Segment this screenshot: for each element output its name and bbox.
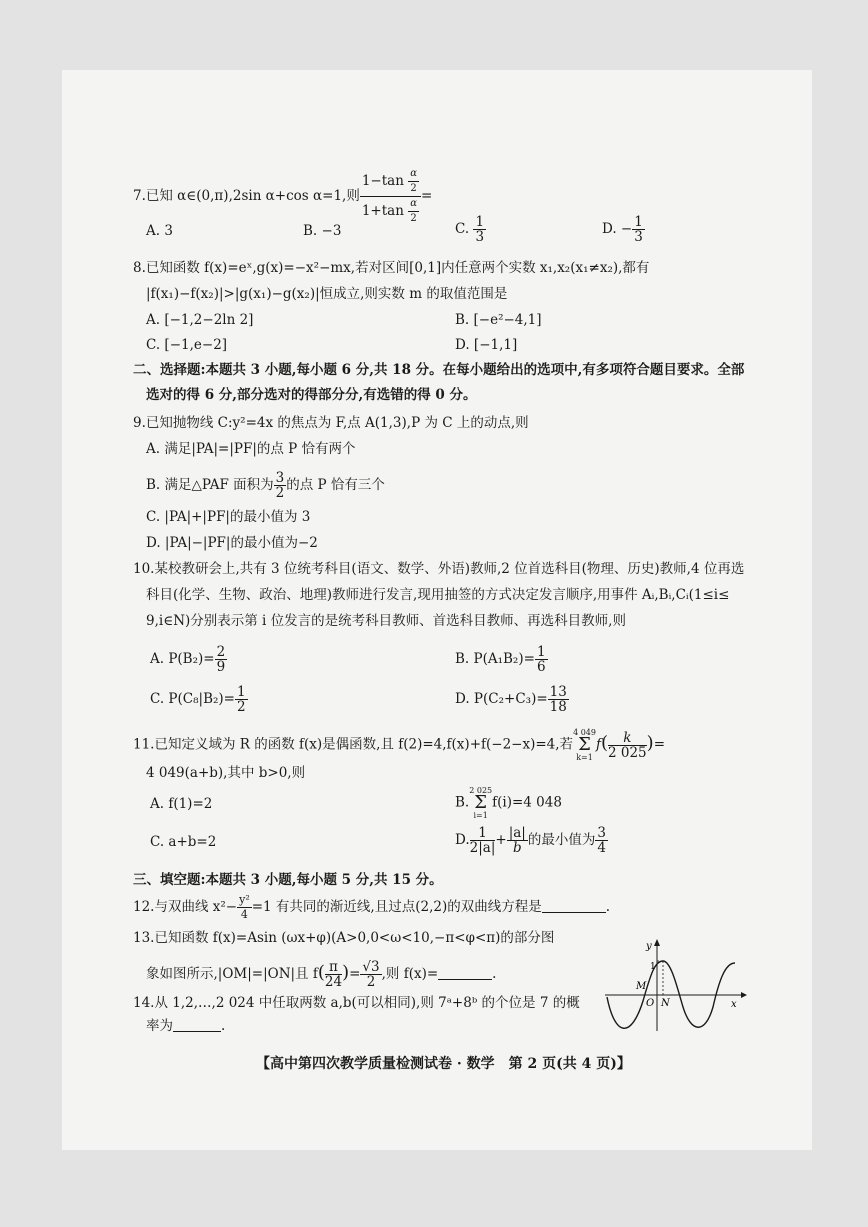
q12-answer-blank[interactable] bbox=[542, 912, 606, 913]
q9-b-num: 3 bbox=[275, 470, 285, 486]
q7-option-d-label: D. − bbox=[602, 221, 633, 237]
q11-line-1-text: 11.已知定义域为 R 的函数 f(x)是偶函数,且 f(2)=4,f(x)+f(−2−x)=4,若 bbox=[133, 736, 574, 753]
q9-option-b bbox=[146, 471, 385, 500]
q10-c-pre: C. P(C₈|B₂)= bbox=[150, 691, 235, 707]
q13-frac2-den: 2 bbox=[366, 974, 376, 990]
q11-d-frac3-den: 4 bbox=[597, 840, 606, 856]
section-2-heading: 二、选择题:本题共 3 小题,每小题 6 分,共 18 分。在每小题给出的选项中,有多项符合题目要求。全部 bbox=[133, 362, 745, 378]
q11-d-frac2-num: |a| bbox=[508, 825, 526, 841]
q7-eq: = bbox=[420, 188, 433, 204]
q7-den-2: 2 bbox=[410, 213, 417, 224]
q7-num-2: 2 bbox=[410, 183, 417, 194]
q13-end: . bbox=[492, 966, 497, 982]
q11-d-frac2-den: b bbox=[512, 840, 522, 856]
q7-fraction bbox=[360, 167, 421, 226]
question-12 bbox=[133, 893, 610, 922]
q14-line-2 bbox=[146, 1017, 225, 1035]
q11-option-b bbox=[455, 786, 562, 820]
x-label: x bbox=[731, 999, 737, 1010]
y-axis-arrow bbox=[654, 939, 660, 946]
q11-option-d bbox=[455, 826, 608, 855]
q11-eq: = bbox=[653, 736, 665, 753]
q12-pre: 12.与双曲线 x²− bbox=[133, 899, 238, 915]
q11-sum1-top: 4 049 bbox=[573, 728, 596, 737]
q10-d-pre: D. P(C₂+C₃)= bbox=[455, 691, 548, 707]
q12-frac-num: y² bbox=[239, 893, 250, 906]
q8-option-a: A. [−1,2−2ln 2] bbox=[146, 312, 254, 328]
section-3-heading: 三、填空题:本题共 3 小题,每小题 5 分,共 15 分。 bbox=[133, 872, 443, 888]
q7-option-d bbox=[602, 215, 645, 244]
q10-line-1: 10.某校教研会上,共有 3 位统考科目(语文、数学、外语)教师,2 位首选科目(物理、历史)教师,4 位再选 bbox=[133, 561, 745, 577]
q9-option-d: D. |PA|−|PF|的最小值为−2 bbox=[146, 535, 318, 551]
q7-option-c bbox=[455, 215, 486, 244]
q11-line-1: 11.已知定义域为 R 的函数 f(x)是偶函数,且 f(2)=4,f(x)+f(−2−x)=4,若 4 049 Σ k=1 f( $\frac{k}{2 025}$ )= bbox=[133, 728, 665, 762]
q11-sum1-sigma: Σ bbox=[578, 734, 591, 755]
q9-b-pre: B. 满足△PAF 面积为 bbox=[146, 477, 274, 493]
q10-option-d bbox=[455, 685, 569, 714]
q13-line-1: 13.已知函数 f(x)=Asin (ωx+φ)(A>0,0<ω<10,−π<φ<π)的部分图 bbox=[133, 930, 555, 946]
q7-den: 1+tan bbox=[361, 203, 409, 219]
q10-line-2: 科目(化学、生物、政治、地理)教师进行发言,现用抽签的方式决定发言顺序,用事件 Aᵢ,Bᵢ,Cᵢ(1≤i≤ bbox=[146, 587, 730, 603]
q12-frac-den: 4 bbox=[240, 908, 248, 921]
q10-option-c bbox=[150, 685, 248, 714]
q13-answer-blank[interactable] bbox=[438, 979, 492, 980]
q14-line-1: 14.从 1,2,…,2 024 中任取两数 a,b(可以相同),则 7ᵃ+8ᵇ 的个位是 7 的概 bbox=[133, 995, 580, 1011]
y-label: y bbox=[646, 941, 652, 952]
q11-d-frac3-num: 3 bbox=[597, 825, 606, 841]
q11-f: f bbox=[595, 736, 601, 753]
q11-option-c: C. a+b=2 bbox=[150, 834, 217, 850]
q8-option-d: D. [−1,1] bbox=[455, 337, 518, 353]
q11-d-frac1-den: 2|a| bbox=[469, 840, 496, 856]
q8-line-1: 8.已知函数 f(x)=eˣ,g(x)=−x²−mx,若对区间[0,1]内任意两个实数 x₁,x₂(x₁≠x₂),都有 bbox=[133, 260, 650, 276]
q8-option-b: B. [−e²−4,1] bbox=[455, 312, 542, 328]
q9-option-a: A. 满足|PA|=|PF|的点 P 恰有两个 bbox=[146, 441, 356, 457]
point-n-label: N bbox=[661, 998, 670, 1009]
q10-b-den: 6 bbox=[536, 659, 546, 675]
q10-a-den: 9 bbox=[216, 659, 226, 675]
q13-frac2-num: √3 bbox=[362, 959, 380, 975]
q11-option-a: A. f(1)=2 bbox=[150, 796, 213, 812]
q7-d-num: 1 bbox=[634, 214, 643, 230]
section-2-note: 选对的得 6 分,部分选对的得部分分,有选错的得 0 分。 bbox=[146, 387, 477, 403]
q9-b-den: 2 bbox=[275, 485, 285, 501]
q12-post: =1 有共同的渐近线,且过点(2,2)的双曲线方程是 bbox=[251, 899, 542, 915]
x-axis-arrow bbox=[741, 992, 747, 998]
q7-num: 1−tan bbox=[361, 173, 409, 189]
q11-d-frac1-num: 1 bbox=[470, 826, 496, 841]
tick-label-1: 1 bbox=[650, 962, 656, 972]
q11-line-2: 4 049(a+b),其中 b>0,则 bbox=[146, 765, 306, 781]
q14-end: . bbox=[221, 1018, 226, 1034]
q12-end: . bbox=[605, 899, 611, 915]
q9-b-post: 的点 P 恰有三个 bbox=[286, 477, 385, 493]
q11-frac-den: 2 025 bbox=[608, 744, 647, 761]
q11-sum2-top: 2 025 bbox=[469, 786, 493, 795]
q10-option-a bbox=[150, 645, 227, 674]
q11-d-mid: 的最小值为 bbox=[527, 832, 596, 848]
q11-d-pre: D. bbox=[455, 832, 470, 848]
q10-option-b bbox=[455, 645, 548, 674]
q10-c-den: 2 bbox=[236, 699, 246, 715]
q7-c-den: 3 bbox=[475, 229, 485, 245]
q10-a-num: 2 bbox=[216, 644, 226, 660]
q13-line-2: 象如图所示,|OM|=|ON|且 f( $\frac{\pi}{24}$ )= $\frac{√3}{2}$ ,则 f(x)= . bbox=[146, 959, 497, 990]
q14-answer-blank[interactable] bbox=[173, 1031, 221, 1032]
q13-sine-graph bbox=[603, 937, 748, 1033]
origin-label: O bbox=[646, 998, 655, 1009]
q10-c-num: 1 bbox=[236, 684, 246, 700]
q11-d-plus: + bbox=[495, 832, 507, 848]
q11-frac-num: k bbox=[608, 731, 647, 746]
q13-line2-post: ,则 f(x)= bbox=[381, 966, 439, 982]
q10-b-num: 1 bbox=[536, 644, 546, 660]
q8-option-c: C. [−1,e−2] bbox=[146, 337, 228, 353]
q11-sum2-bottom: i=1 bbox=[473, 811, 488, 820]
q8-line-2: |f(x₁)−f(x₂)|>|g(x₁)−g(x₂)|恒成立,则实数 m 的取值范围是 bbox=[146, 286, 508, 302]
q10-line-3: 9,i∈N)分别表示第 i 位发言的是统考科目教师、首选科目教师、再选科目教师,则 bbox=[146, 613, 626, 629]
q13-eq: = bbox=[349, 966, 361, 982]
q13-line2-pre: 象如图所示,|OM|=|ON|且 f bbox=[146, 966, 318, 982]
page-footer: 【高中第四次教学质量检测试卷 · 数学 第 2 页(共 4 页)】 bbox=[256, 1056, 631, 1072]
q7-num-alpha: α bbox=[408, 167, 419, 182]
q13-frac-num: π bbox=[325, 960, 342, 975]
q11-sum1-bottom: k=1 bbox=[576, 753, 593, 762]
q7-option-b: B. −3 bbox=[303, 223, 342, 239]
q9-stem: 9.已知抛物线 C:y²=4x 的焦点为 F,点 A(1,3),P 为 C 上的动点,则 bbox=[133, 415, 529, 431]
q11-sum2-sigma: Σ bbox=[474, 792, 488, 813]
q11-b-post: f(i)=4 048 bbox=[492, 794, 562, 811]
q7-option-a: A. 3 bbox=[146, 223, 173, 239]
q7-option-c-label: C. bbox=[455, 221, 474, 237]
q10-d-num: 13 bbox=[549, 684, 567, 700]
q7-den-alpha: α bbox=[408, 197, 419, 212]
q10-b-pre: B. P(A₁B₂)= bbox=[455, 651, 535, 667]
point-m-label: M bbox=[636, 981, 647, 992]
q9-option-c: C. |PA|+|PF|的最小值为 3 bbox=[146, 509, 311, 525]
q7-stem: 7.已知 α∈(0,π),2sin α+cos α=1,则 bbox=[133, 188, 360, 204]
question-7 bbox=[133, 167, 432, 226]
q10-a-pre: A. P(B₂)= bbox=[150, 651, 215, 667]
q10-d-den: 18 bbox=[549, 699, 567, 715]
q11-b-pre: B. bbox=[455, 794, 470, 811]
q7-c-num: 1 bbox=[475, 214, 485, 230]
q13-frac-den: 24 bbox=[324, 974, 343, 990]
q7-d-den: 3 bbox=[634, 229, 643, 245]
q14-line2-text: 率为 bbox=[146, 1018, 173, 1034]
